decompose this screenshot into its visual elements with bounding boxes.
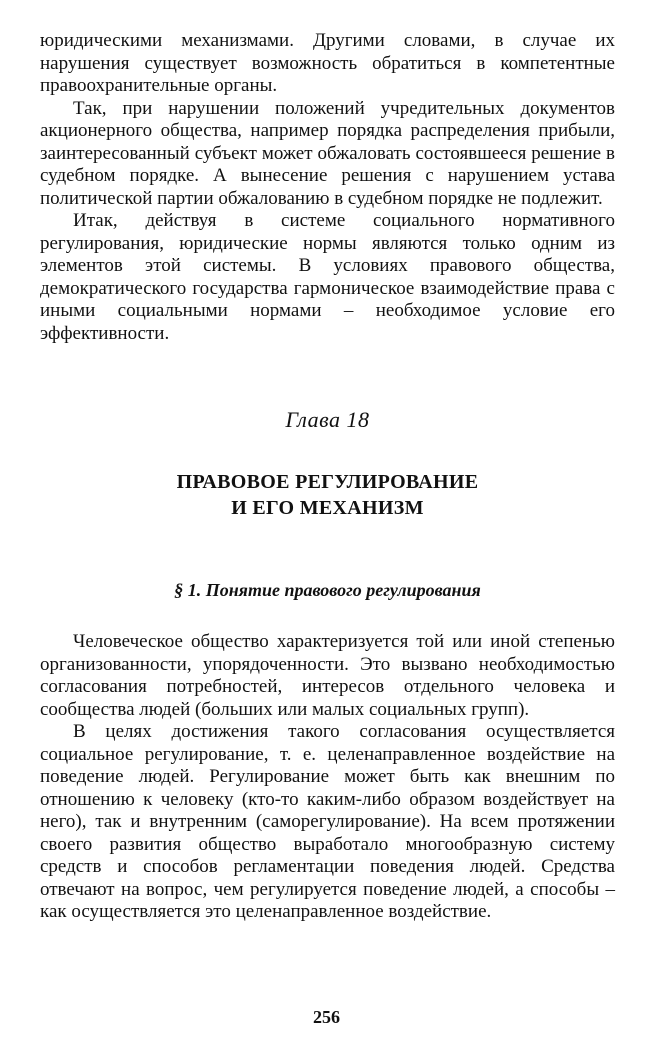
spacer — [40, 433, 615, 469]
book-page — [40, 30, 615, 924]
chapter-title — [40, 469, 615, 521]
section-title: § 1. Понятие правового регулирования — [174, 580, 481, 600]
chapter-label: Глава 18 — [285, 407, 370, 432]
page-number: 256 — [313, 1007, 340, 1027]
paragraph-society: Человеческое общество характеризуется той или иной степенью организованности, упорядоченности. Это вызвано необходимостью согласования потребностей, интересов отдельного человека и сообщества людей (больших или малых социальных групп). — [40, 631, 615, 720]
paragraph-conclusion: Итак, действуя в системе социального нормативного регулирования, юридические нормы являются только одним из элементов этой системы. В условиях правового общества, демократического государства гармоническое взаимодействие права с иными социальными нормами – необходимое условие его эффективности. — [40, 210, 615, 344]
spacer — [40, 345, 615, 407]
spacer — [40, 601, 615, 631]
chapter-title-line-2: И ЕГО МЕХАНИЗМ — [231, 497, 424, 519]
spacer — [40, 521, 615, 579]
paragraph-regulation: В целях достижения такого согласования осуществляется социальное регулирование, т. е. целенаправленное воздействие на поведение людей. Регулирование может быть как внешним по отношению к человеку (кто-то каким-либо образом воздействует на него), так и внутренним (саморегулирование). На всем протяжении своего развития общество выработало многообразную систему средств и способов регламентации поведения людей. Средства отвечают на вопрос, чем регулируется поведение людей, а способы – как осуществляется это целенаправленное воздействие. — [40, 721, 615, 922]
paragraph-example: Так, при нарушении положений учредительных документов акционерного общества, например порядка распределения прибыли, заинтересованный субъект может обжаловать состоявшееся решение в судебном порядке. А вынесение решения с нарушением устава политической партии обжалованию в судебном порядке не подлежит. — [40, 97, 615, 209]
chapter-title-line-1: ПРАВОВОЕ РЕГУЛИРОВАНИЕ — [176, 471, 479, 493]
paragraph-continuation: юридическими механизмами. Другими словами, в случае их нарушения существует возможность обратиться в компетентные правоохранительные органы. — [40, 30, 615, 96]
